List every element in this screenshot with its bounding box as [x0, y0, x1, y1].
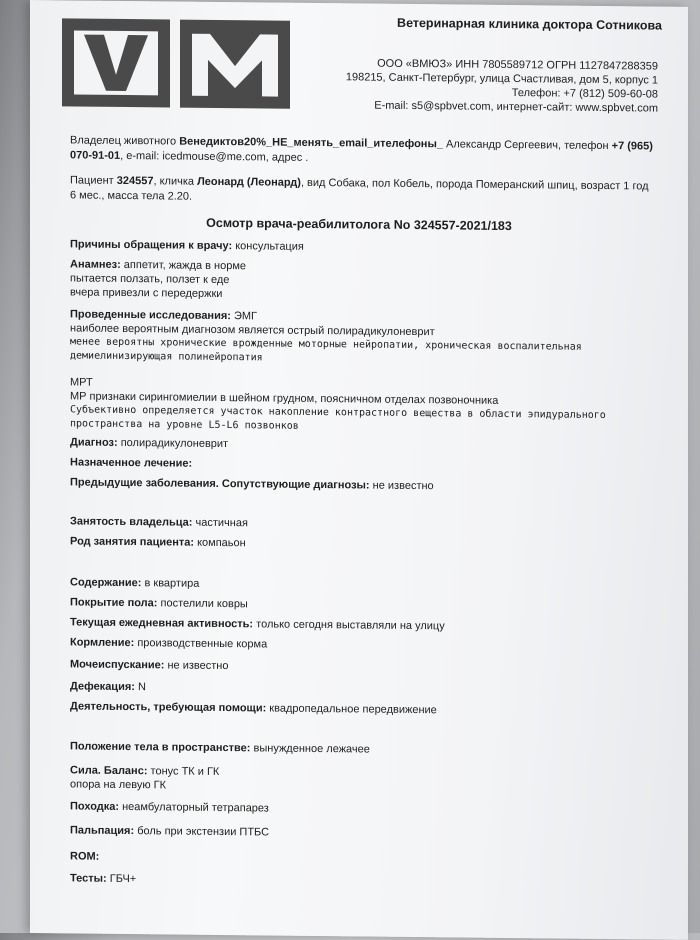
mrt-line-4: пространства на уровне L5-L6 позвонков: [70, 418, 299, 432]
document-page: [30, 0, 688, 940]
field-reason: Причины обращения к врачу: консультация: [70, 238, 304, 253]
mrt-heading: МРТ: [70, 376, 93, 389]
field-strength: Сила. Баланс: тонус ТК и ГК: [70, 764, 220, 778]
field-rom: ROM:: [70, 850, 100, 863]
field-activity: Текущая ежедневная активность: только сегодня выставляли на улицу: [70, 616, 445, 633]
field-keeping: Содержание: в квартира: [70, 576, 200, 590]
research-line-4: демиелинизирующая полинейропатия: [70, 350, 263, 364]
research-line-2: наиболее вероятным диагнозом является острый полирадикулоневрит: [70, 322, 435, 339]
field-urination: Мочеиспускание: не известно: [70, 658, 229, 673]
patient-line: Пациент 324557, кличка Леонард (Леонард), вид Собака, пол Кобель, порода Померанский шпиц, возраст 1 год: [70, 174, 649, 193]
anamnesis-line-2: пытается ползать, ползет к еде: [70, 272, 230, 287]
mrt-line-2: МР признаки сирингомиелии в шейном грудном, поясничном отделах позвоночника: [70, 390, 499, 407]
field-diagnosis: Диагноз: полирадикулоневрит: [70, 436, 229, 451]
clinic-phone: Телефон: +7 (812) 509-60-08: [511, 87, 658, 101]
field-help: Деятельность, требующая помощи: квадропедальное передвижение: [70, 700, 437, 717]
clinic-name: Ветеринарная клиника доктора Сотникова: [397, 15, 662, 33]
owner-line: Владелец животного Венедиктов20%_НЕ_менять_email_ителефоны_ Александр Сергеевич, телефон +7 (965): [70, 134, 653, 153]
field-previous: Предыдущие заболевания. Сопутствующие диагнозы: не известно: [70, 476, 434, 493]
field-tests: Тесты: ГБЧ+: [70, 872, 137, 886]
owner-line-2: 070-91-01, e-mail: icedmouse@me.com, адрес .: [70, 149, 309, 164]
field-research: Проведенные исследования: ЭМГ: [70, 308, 258, 323]
clinic-company: ООО «ВМЮЗ» ИНН 7805589712 ОГРН 1127847288359: [377, 57, 658, 73]
field-defecation: Дефекация: N: [70, 680, 146, 694]
research-line-3: менее вероятны хронические врожденные моторные нейропатии, хроническая воспалительная: [70, 336, 582, 353]
anamnesis-line-3: вчера привезли с передержки: [70, 286, 223, 301]
field-floor: Покрытие пола: постелили ковры: [70, 596, 248, 611]
field-position: Положение тела в пространстве: вынужденное лежачее: [70, 740, 370, 756]
field-patient-job: Род занятия пациента: компаьон: [70, 535, 246, 550]
field-feeding: Кормление: производственные корма: [70, 636, 268, 651]
clinic-email: E-mail: s5@spbvet.com, интернет-сайт: www.spbvet.com: [374, 99, 658, 115]
patient-line-2: 6 мес., масса тела 2.20.: [70, 189, 193, 203]
clinic-address: 198215, Санкт-Петербург, улица Счастливая, дом 5, корпус 1: [345, 71, 658, 87]
field-anamnesis: Анамнез: аппетит, жажда в норме: [70, 258, 247, 273]
mrt-line-3: Субъективно определяется участок накопление контрастного вещества в области эпидурального: [70, 404, 606, 422]
field-palpation: Пальпация: боль при экстензии ПТБС: [70, 824, 270, 839]
strength-line-2: опора на левую ГК: [70, 778, 167, 792]
field-gait: Походка: неамбулаторный тетрапарез: [70, 800, 269, 815]
document-title: Осмотр врача-реабилитолога No 324557-2021/183: [206, 215, 512, 234]
field-treatment: Назначенное лечение:: [70, 456, 193, 470]
field-owner-job: Занятость владельца: частичная: [70, 515, 248, 530]
